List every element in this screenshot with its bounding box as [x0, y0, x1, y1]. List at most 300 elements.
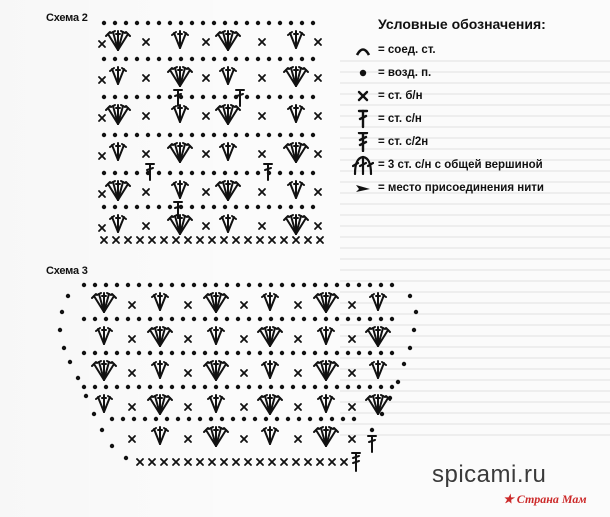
chain-stitch [113, 171, 117, 175]
single-crochet-stitch [99, 41, 105, 47]
fan-stitch-group [366, 327, 390, 346]
single-crochet-stitch [315, 113, 321, 119]
fan-stitch-group [370, 293, 386, 310]
chain-stitch [245, 171, 249, 175]
chain-stitch [148, 317, 152, 321]
chain-stitch [214, 385, 218, 389]
single-crochet-stitch [295, 370, 301, 376]
chain-stitch [291, 385, 295, 389]
fan-stitch-group [262, 427, 278, 444]
fan-stitch-group [370, 361, 386, 378]
chain-stitch [124, 57, 128, 61]
single-crochet-stitch [233, 459, 239, 465]
fan-stitch-group [204, 427, 228, 446]
fan-stitch-group [216, 105, 240, 124]
chain-stitch [247, 385, 251, 389]
chain-stitch [66, 294, 70, 298]
chain-stitch [146, 57, 150, 61]
chain-stitch [203, 283, 207, 287]
single-crochet-stitch [349, 302, 355, 308]
legend-row-single-crochet [352, 84, 592, 107]
chain-stitch [414, 310, 418, 314]
chain-stitch [143, 417, 147, 421]
single-crochet-stitch [203, 113, 209, 119]
chain-stitch [319, 417, 323, 421]
single-crochet-stitch [185, 459, 191, 465]
legend-row-double-crochet [352, 107, 592, 130]
chain-stitch [62, 346, 66, 350]
chain-stitch [135, 95, 139, 99]
chain-stitch [146, 95, 150, 99]
chain-stitch [113, 21, 117, 25]
chain-stitch [192, 351, 196, 355]
fan-stitch-group [258, 395, 282, 414]
single-crochet-stitch [241, 302, 247, 308]
chain-stitch [157, 133, 161, 137]
chain-stitch [302, 385, 306, 389]
fan-stitch-group [220, 143, 236, 160]
single-crochet-stitch [259, 151, 265, 157]
single-crochet-stitch [221, 459, 227, 465]
chain-stitch [159, 385, 163, 389]
chain-stitch [115, 385, 119, 389]
chain-stitch [330, 417, 334, 421]
fan-stitch-group [152, 427, 168, 444]
fan-stitch-group [216, 31, 240, 50]
single-crochet-stitch [129, 404, 135, 410]
chain-stitch [170, 385, 174, 389]
chain-stitch [311, 171, 315, 175]
fan-stitch-group [110, 215, 126, 232]
fan-stitch-group [96, 327, 112, 344]
chain-stitch [126, 385, 130, 389]
fan-stitch-group [220, 215, 236, 232]
fan-stitch-group [148, 327, 172, 346]
chain-stitch [280, 385, 284, 389]
single-crochet-stitch [143, 113, 149, 119]
chain-stitch [297, 417, 301, 421]
chain-stitch [157, 57, 161, 61]
fan-stitch-group [208, 395, 224, 412]
chain-stitch [234, 21, 238, 25]
chain-stitch [324, 317, 328, 321]
single-crochet-stitch [305, 237, 311, 243]
chain-stitch [302, 317, 306, 321]
chain-stitch [157, 171, 161, 175]
chain-stitch [368, 385, 372, 389]
chain-stitch [258, 351, 262, 355]
single-crochet-stitch [129, 336, 135, 342]
three-dc-cluster-icon [352, 155, 374, 175]
chain-stitch [212, 57, 216, 61]
chain-stitch [110, 417, 114, 421]
chain-stitch [278, 21, 282, 25]
fan-stitch-group [314, 293, 338, 312]
chain-stitch [93, 385, 97, 389]
double-crochet-stitch [368, 436, 376, 452]
single-crochet-stitch [185, 436, 191, 442]
chain-stitch [368, 317, 372, 321]
chain-stitch [102, 205, 106, 209]
chain-stitch [170, 317, 174, 321]
chain-stitch [300, 95, 304, 99]
chain-stitch [126, 351, 130, 355]
single-crochet-stitch [143, 39, 149, 45]
chain-stitch [165, 417, 169, 421]
chain-stitch [135, 133, 139, 137]
chain-stitch [192, 283, 196, 287]
chain-stitch [256, 171, 260, 175]
chain-stitch [102, 21, 106, 25]
chain-stitch [402, 362, 406, 366]
chain-stitch [231, 417, 235, 421]
chain-stitch [157, 205, 161, 209]
watermark-stamp [503, 492, 587, 507]
single-crochet-stitch [203, 39, 209, 45]
fan-stitch-group [284, 67, 308, 86]
fan-stitch-group [172, 181, 188, 198]
fan-stitch-group [314, 361, 338, 380]
chain-stitch [102, 57, 106, 61]
chain-stitch [269, 385, 273, 389]
single-crochet-stitch [259, 189, 265, 195]
single-crochet-stitch [257, 459, 263, 465]
single-crochet-stitch [113, 237, 119, 243]
chain-stitch [223, 171, 227, 175]
chain-stitch [179, 21, 183, 25]
single-crochet-stitch [259, 39, 265, 45]
chain-stitch [82, 351, 86, 355]
chain-stitch [148, 351, 152, 355]
chain-stitch [289, 171, 293, 175]
chain-stitch [311, 21, 315, 25]
chain-stitch [258, 283, 262, 287]
fan-stitch-group [204, 361, 228, 380]
watermark-stamp-text: Страна Мам [516, 492, 587, 506]
single-crochet-stitch [233, 237, 239, 243]
single-crochet-stitch [245, 459, 251, 465]
fan-stitch-group [106, 31, 130, 50]
chain-stitch [179, 133, 183, 137]
chain-stitch [245, 21, 249, 25]
chain-stitch [115, 317, 119, 321]
single-crochet-stitch [241, 370, 247, 376]
chain-stitch [135, 171, 139, 175]
fan-stitch-group [106, 181, 130, 200]
legend [352, 16, 592, 199]
chain-stitch [289, 21, 293, 25]
chain-stitch [201, 133, 205, 137]
chain-stitch [124, 21, 128, 25]
chain-stitch [335, 351, 339, 355]
treble-crochet-icon [352, 132, 374, 152]
chain-stitch [220, 417, 224, 421]
chain-stitch [82, 317, 86, 321]
single-crochet-stitch [129, 302, 135, 308]
single-crochet-stitch [161, 459, 167, 465]
fan-stitch-group [208, 327, 224, 344]
fan-stitch-group [152, 361, 168, 378]
chain-stitch [275, 417, 279, 421]
single-crochet-stitch [241, 336, 247, 342]
chain-stitch [302, 351, 306, 355]
chain-stitch [313, 385, 317, 389]
chain-stitch [396, 380, 400, 384]
chain-stitch [324, 351, 328, 355]
single-crochet-stitch [203, 189, 209, 195]
fan-stitch-group [220, 67, 236, 84]
chain-stitch [176, 417, 180, 421]
chain-stitch [76, 376, 80, 380]
join-yarn-arrow-icon [352, 178, 374, 198]
chain-stitch [170, 283, 174, 287]
fan-stitch-group [204, 293, 228, 312]
chain-stitch [390, 317, 394, 321]
chain-stitch [269, 283, 273, 287]
chain-stitch [168, 171, 172, 175]
chain-stitch [357, 351, 361, 355]
chain-stitch [291, 283, 295, 287]
chain-stitch [121, 417, 125, 421]
chain-stitch [236, 385, 240, 389]
single-crochet-stitch [293, 237, 299, 243]
chain-stitch [302, 283, 306, 287]
chain-stitch [390, 385, 394, 389]
single-crochet-stitch [295, 404, 301, 410]
chain-stitch [124, 95, 128, 99]
chain-stitch [157, 21, 161, 25]
chain-stitch [190, 133, 194, 137]
chain-stitch [245, 205, 249, 209]
chain-stitch [192, 385, 196, 389]
single-crochet-stitch [203, 151, 209, 157]
double-crochet-icon [352, 109, 374, 129]
single-crochet-stitch [293, 459, 299, 465]
schema-2-label: Схема 2 [46, 12, 88, 24]
single-crochet-stitch [99, 225, 105, 231]
chain-stitch [168, 205, 172, 209]
single-crochet-stitch [173, 237, 179, 243]
single-crochet-stitch [281, 237, 287, 243]
single-crochet-stitch [185, 404, 191, 410]
chain-stitch [267, 21, 271, 25]
chain-stitch [157, 95, 161, 99]
single-crochet-stitch [349, 436, 355, 442]
chain-stitch [192, 317, 196, 321]
chain-stitch [258, 385, 262, 389]
chain-stitch [124, 205, 128, 209]
chain-stitch [126, 283, 130, 287]
chain-stitch [137, 283, 141, 287]
chain-stitch [201, 57, 205, 61]
chain-stitch [181, 351, 185, 355]
chain-stitch [168, 95, 172, 99]
chain-stitch [168, 133, 172, 137]
single-crochet-stitch [197, 237, 203, 243]
fan-stitch-group [288, 105, 304, 122]
single-crochet-stitch [185, 370, 191, 376]
treble-crochet-stitch [352, 453, 360, 471]
chain-stitch [135, 205, 139, 209]
legend-text: = место присоединения нити [378, 181, 544, 194]
single-crochet-stitch [241, 436, 247, 442]
fan-stitch-group [168, 67, 192, 86]
legend-text: = соед. ст. [378, 43, 436, 56]
schema-3-chart [58, 283, 418, 471]
chain-stitch [280, 283, 284, 287]
chain-stitch [267, 205, 271, 209]
fan-stitch-group [284, 143, 308, 162]
chain-stitch [159, 283, 163, 287]
chain-stitch [380, 412, 384, 416]
fan-stitch-group [172, 31, 188, 48]
chain-stitch [253, 417, 257, 421]
chain-stitch [190, 95, 194, 99]
chain-stitch [201, 205, 205, 209]
chain-stitch [93, 317, 97, 321]
single-crochet-stitch [149, 459, 155, 465]
chain-stitch [245, 95, 249, 99]
chain-stitch [113, 133, 117, 137]
chain-stitch [159, 317, 163, 321]
chain-stitch [388, 396, 392, 400]
single-crochet-stitch [203, 75, 209, 81]
fan-stitch-group [262, 293, 278, 310]
fan-stitch-group [288, 31, 304, 48]
single-crochet-stitch [101, 237, 107, 243]
chain-stitch [214, 317, 218, 321]
chain-stitch [212, 133, 216, 137]
chain-stitch [379, 385, 383, 389]
chain-stitch [225, 317, 229, 321]
single-crochet-stitch [209, 459, 215, 465]
chain-stitch [300, 171, 304, 175]
chain-stitch [256, 95, 260, 99]
chain-stitch [313, 351, 317, 355]
legend-row-join-yarn [352, 176, 592, 199]
chain-stitch [104, 317, 108, 321]
chain-stitch [258, 317, 262, 321]
chain-stitch [236, 351, 240, 355]
fan-stitch-group [148, 395, 172, 414]
chain-stitch [408, 346, 412, 350]
single-crochet-stitch [161, 237, 167, 243]
chain-stitch [203, 385, 207, 389]
chain-stitch [390, 351, 394, 355]
chain-stitch [212, 95, 216, 99]
chain-stitch [234, 133, 238, 137]
chain-stitch [278, 95, 282, 99]
chain-stitch [357, 385, 361, 389]
chain-stitch [234, 205, 238, 209]
chain-stitch [102, 171, 106, 175]
fan-stitch-group [172, 105, 188, 122]
legend-row-three-dc-cluster [352, 153, 592, 176]
chain-stitch [352, 417, 356, 421]
chain-stitch [357, 283, 361, 287]
chain-stitch [113, 57, 117, 61]
chain-stitch [132, 417, 136, 421]
watermark-site: spicami.ru [432, 461, 547, 488]
chain-stitch [102, 95, 106, 99]
single-crochet-stitch [185, 237, 191, 243]
chain-stitch [203, 317, 207, 321]
fan-stitch-group [168, 215, 192, 234]
fan-stitch-group [284, 215, 308, 234]
chain-stitch [137, 385, 141, 389]
single-crochet-stitch [315, 189, 321, 195]
chain-stitch [289, 95, 293, 99]
single-crochet-stitch [173, 459, 179, 465]
single-crochet-stitch [259, 223, 265, 229]
chain-stitch [115, 351, 119, 355]
chain-stitch [324, 283, 328, 287]
chain-stitch [214, 351, 218, 355]
chain-stitch [110, 444, 114, 448]
chain-stitch [300, 21, 304, 25]
schema-2-chart [99, 21, 323, 243]
chain-stitch [264, 417, 268, 421]
single-crochet-stitch [349, 370, 355, 376]
chain-stitch [278, 171, 282, 175]
single-crochet-stitch [99, 153, 105, 159]
chain-stitch [289, 205, 293, 209]
single-crochet-stitch [317, 459, 323, 465]
chain-stitch [234, 57, 238, 61]
fan-stitch-group [366, 395, 390, 414]
single-crochet-stitch [315, 151, 321, 157]
chain-stitch [324, 385, 328, 389]
fan-stitch-group [318, 327, 334, 344]
chain-stitch [113, 95, 117, 99]
chain-stitch [379, 351, 383, 355]
chain-stitch [113, 205, 117, 209]
chain-stitch [181, 283, 185, 287]
chain-stitch [212, 171, 216, 175]
chain-stitch [269, 351, 273, 355]
chain-stitch [209, 417, 213, 421]
single-crochet-stitch [197, 459, 203, 465]
chain-stitch [170, 351, 174, 355]
single-crochet-stitch [259, 75, 265, 81]
chain-stitch [256, 205, 260, 209]
chain-stitch [212, 205, 216, 209]
chain-stitch [412, 328, 416, 332]
chain-stitch [82, 385, 86, 389]
chain-stitch [311, 57, 315, 61]
chain-stitch [102, 133, 106, 137]
slip-stitch-arc-icon [352, 40, 374, 60]
single-crochet-stitch [341, 459, 347, 465]
chain-stitch [223, 57, 227, 61]
single-crochet-stitch [295, 336, 301, 342]
chain-stitch [225, 385, 229, 389]
chain-stitch [201, 95, 205, 99]
legend-text: = ст. с/н [378, 112, 422, 125]
chain-stitch [223, 205, 227, 209]
single-crochet-stitch [245, 237, 251, 243]
chain-stitch [135, 57, 139, 61]
single-crochet-stitch [317, 237, 323, 243]
legend-text: = 3 ст. с/н с общей вершиной [378, 158, 543, 171]
chain-stitch [104, 283, 108, 287]
fan-stitch-group [314, 427, 338, 446]
single-crochet-stitch [185, 302, 191, 308]
chain-stitch [168, 21, 172, 25]
single-crochet-stitch [209, 237, 215, 243]
chain-stitch [313, 317, 317, 321]
chain-stitch [179, 171, 183, 175]
